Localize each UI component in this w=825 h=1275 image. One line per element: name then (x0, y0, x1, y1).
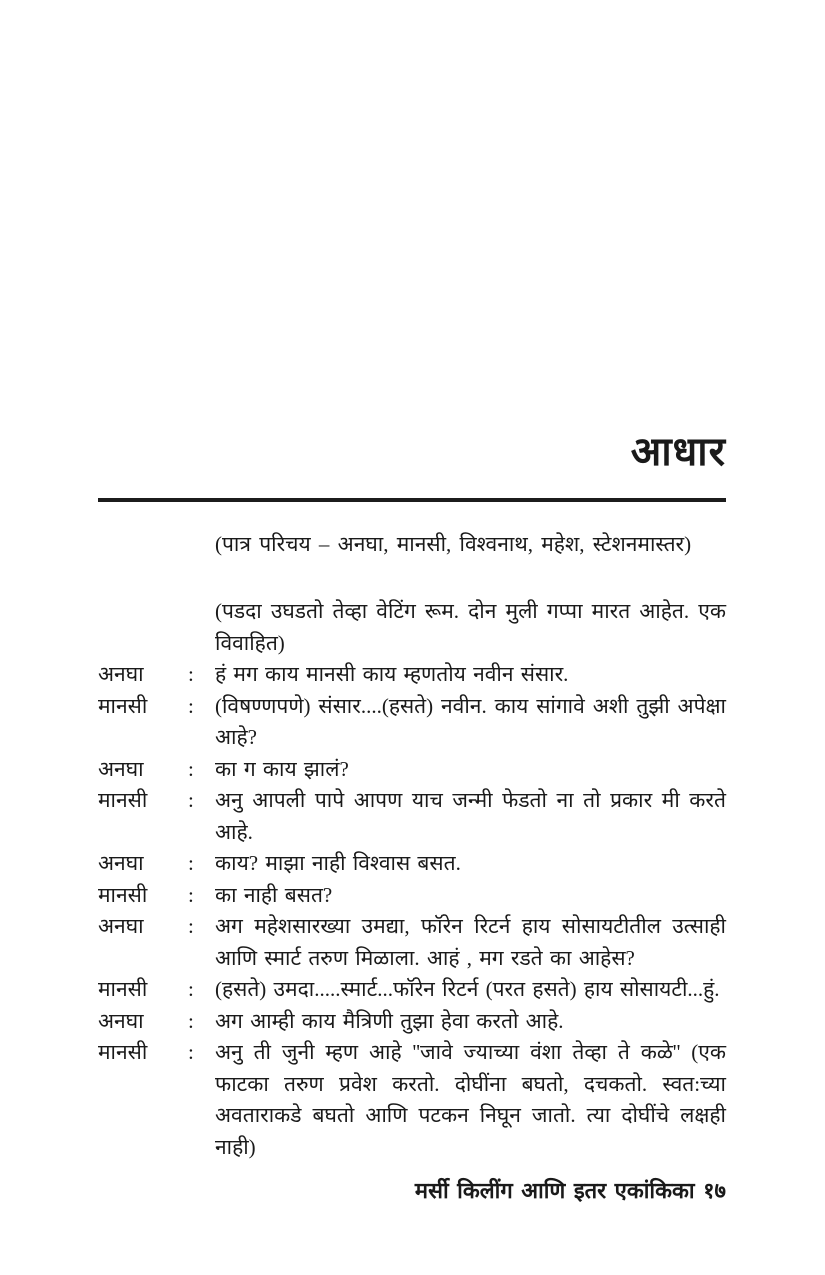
dialogue-row (98, 880, 726, 912)
dialogue-row (98, 785, 726, 848)
speaker-colon: : (188, 756, 194, 781)
speaker-name: अनघा (98, 756, 144, 781)
speaker-colon: : (188, 1040, 194, 1064)
dialogue-row (98, 1006, 726, 1038)
text-block (98, 0, 726, 1275)
speaker-name: अनघा (98, 1008, 144, 1033)
speaker-colon: : (188, 977, 194, 1001)
dialogue-row (98, 848, 726, 880)
speaker-name: मानसी (98, 1040, 148, 1064)
dialogue-text: अग महेशसारख्या उमद्या, फॉरेन रिटर्न हाय सोसायटीतील उत्साही आणि स्मार्ट तरुण मिळाला. आहं , मग रडते का आहेस? (215, 914, 726, 970)
speaker-name: अनघा (98, 914, 144, 938)
speaker-colon: : (188, 693, 194, 718)
dialogue-row (98, 974, 726, 1006)
speaker-name: मानसी (98, 693, 148, 718)
footer-title: मर्सी किलींग आणि इतर एकांकिका १७ (414, 1178, 726, 1203)
speaker-colon: : (188, 662, 194, 686)
speaker-colon: : (188, 851, 194, 875)
dialogue-row (98, 1037, 726, 1163)
dialogue-text: (विषण्णपणे) संसार....(हसते) नवीन. काय सांगावे अशी तुझी अपेक्षा आहे? (215, 693, 726, 749)
speaker-colon: : (188, 788, 194, 812)
dialogue-text: अग आम्ही काय मैत्रिणी तुझा हेवा करतो आहे. (215, 1008, 564, 1033)
speaker-name: मानसी (98, 788, 148, 812)
dialogue-row (98, 754, 726, 786)
dialogue-row (98, 691, 726, 754)
dialogue-list (98, 659, 726, 1163)
speaker-name: अनघा (98, 851, 144, 875)
speaker-colon: : (188, 1008, 194, 1033)
dialogue-text: काय? माझा नाही विश्वास बसत. (215, 851, 461, 875)
speaker-colon: : (188, 914, 194, 938)
speaker-colon: : (188, 882, 194, 907)
dialogue-text: (हसते) उमदा.....स्मार्ट...फॉरेन रिटर्न (परत हसते) हाय सोसायटी...हुं. (215, 977, 720, 1001)
title-rule (98, 498, 726, 502)
dialogue-text: का नाही बसत? (215, 882, 333, 907)
speaker-name: मानसी (98, 977, 148, 1001)
stage-direction: (पडदा उघडतो तेव्हा वेटिंग रूम. दोन मुली गप्पा मारत आहेत. एक विवाहित) (215, 599, 726, 655)
page-title: आधार (630, 429, 726, 474)
dialogue-text: अनु आपली पापे आपण याच जन्मी फेडतो ना तो प्रकार मी करते आहे. (215, 788, 726, 844)
dialogue-row (98, 659, 726, 691)
character-intro: (पात्र परिचय – अनघा, मानसी, विश्वनाथ, महेश, स्टेशनमास्तर) (215, 532, 692, 556)
speaker-name: मानसी (98, 882, 148, 907)
dialogue-text: हं मग काय मानसी काय म्हणतोय नवीन संसार. (215, 662, 569, 686)
dialogue-text: अनु ती जुनी म्हण आहे ''जावे ज्याच्या वंशा तेव्हा ते कळे'' (एक फाटका तरुण प्रवेश करतो. दोघींना बघतो, दचकतो. स्वत:च्या अवताराकडे बघतो आणि पटकन निघून जातो. त्या दोघींचे लक्षही नाही) (215, 1040, 726, 1159)
dialogue-row (98, 911, 726, 974)
speaker-name: अनघा (98, 662, 144, 686)
dialogue-text: का ग काय झालं? (215, 756, 349, 781)
